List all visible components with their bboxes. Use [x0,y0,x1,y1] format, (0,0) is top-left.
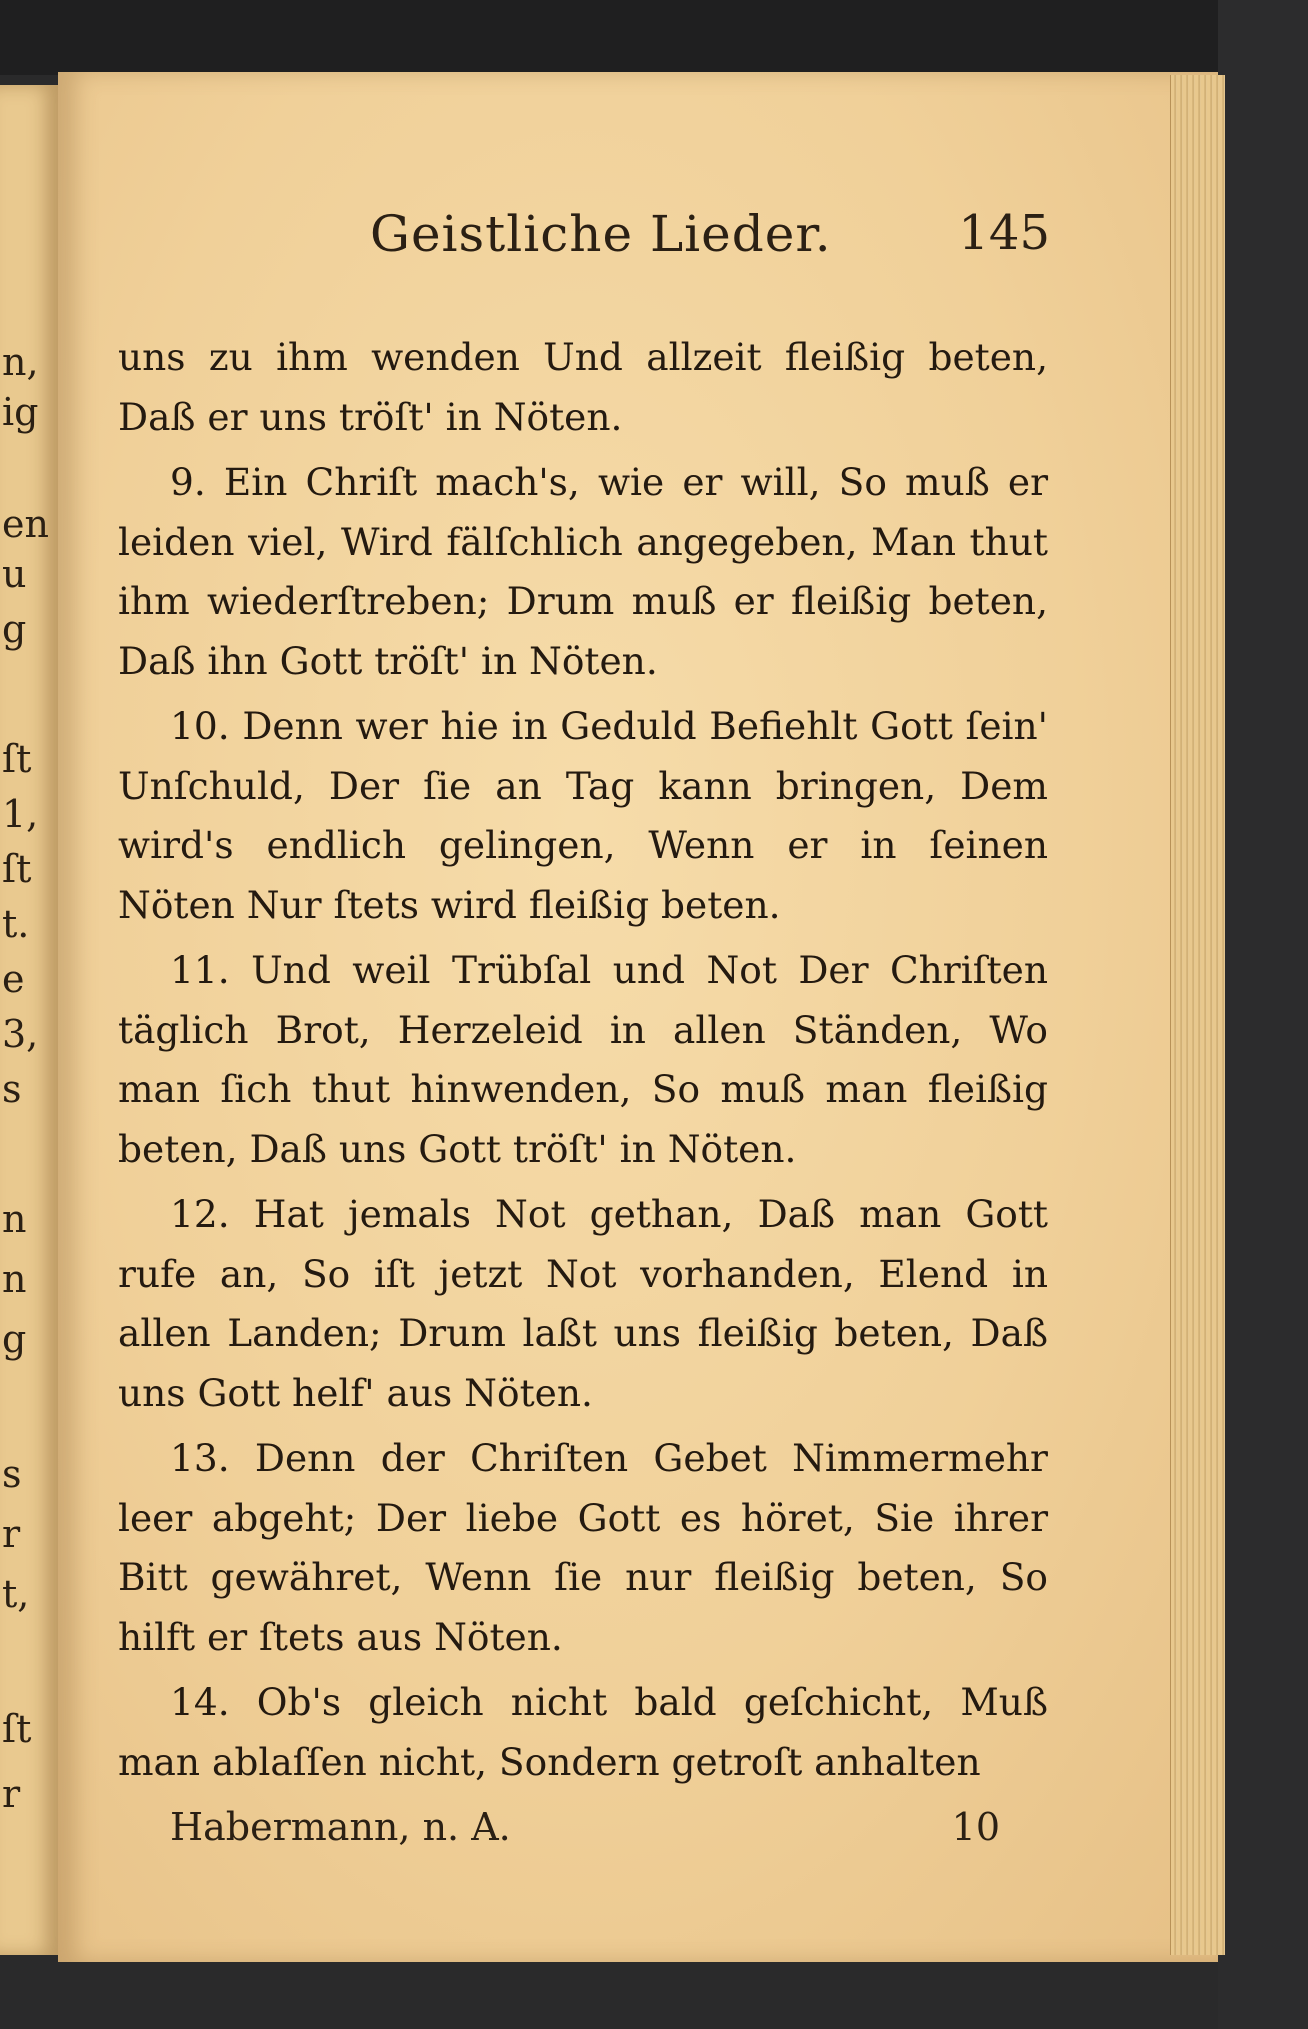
edge-glyph: g [2,607,27,651]
verse-14: 14. Ob's gleich nicht bald geſchicht, Muß man ablaſſen nicht, Sondern getroſt anhalten [118,1680,1048,1784]
page-number: 145 [958,205,1050,261]
page-header [370,205,1050,275]
verse-continuation: uns zu ihm wenden Und allzeit fleißig beten, Daß er uns tröſt' in Nöten. [118,335,1048,439]
edge-glyph: s [2,1452,22,1496]
verse-9: 9. Ein Chriſt mach's, wie er will, So muß er leiden viel, Wird fälſchlich angegeben, Man thut ihm wiederſtreben; Drum muß er fleißig beten, Daß ihn Gott tröſt' in Nöten. [118,460,1048,683]
verse-10: 10. Denn wer hie in Geduld Befiehlt Gott ſein' Unſchuld, Der ſie an Tag kann bringen, Dem wird's endlich gelingen, Wenn er in ſeinen Nöten Nur ſtets wird fleißig beten. [118,704,1048,927]
edge-glyph: n [2,1257,27,1301]
page-footer [170,1805,1000,1865]
book-cover-right [1218,0,1308,2029]
edge-glyph: t. [2,902,30,946]
edge-glyph: r [2,1512,21,1556]
edge-glyph: 1, [2,792,39,836]
edge-glyph: u [2,552,27,596]
verse-11: 11. Und weil Trübſal und Not Der Chriſten täglich Brot, Herzeleid in allen Ständen, Wo man ſich thut hinwenden, So muß man fleißig beten, Daß uns Gott tröſt' in Nöten. [118,948,1048,1171]
signature-mark: Habermann, n. A. [170,1805,511,1849]
page-block-edges [1170,75,1225,1955]
edge-glyph: n, [2,340,39,384]
hymn-text [118,328,1048,1798]
edge-glyph: ſt [2,847,32,891]
facing-page-edge [0,85,60,1955]
edge-glyph: ſt [2,737,32,781]
edge-glyph: t, [2,1572,30,1616]
edge-glyph: r [2,1772,21,1816]
edge-glyph: n [2,1197,27,1241]
edge-glyph: s [2,1067,22,1111]
sheet-number: 10 [951,1805,1000,1849]
edge-glyph: g [2,1317,27,1361]
edge-glyph: e [2,957,25,1001]
running-title: Geistliche Lieder. [370,205,832,263]
edge-glyph: ſt [2,1707,32,1751]
edge-glyph: en [2,502,49,546]
book-cover-top [0,0,1308,75]
verse-13: 13. Denn der Chriſten Gebet Nimmermehr leer abgeht; Der liebe Gott es höret, Sie ihrer Bitt gewähret, Wenn ſie nur fleißig beten, So hilft er ſtets aus Nöten. [118,1436,1048,1659]
edge-glyph: ig [2,390,39,434]
verse-12: 12. Hat jemals Not gethan, Daß man Gott rufe an, So iſt jetzt Not vorhanden, Elend in allen Landen; Drum laßt uns fleißig beten, Daß uns Gott helf' aus Nöten. [118,1192,1048,1415]
edge-glyph: 3, [2,1012,39,1056]
